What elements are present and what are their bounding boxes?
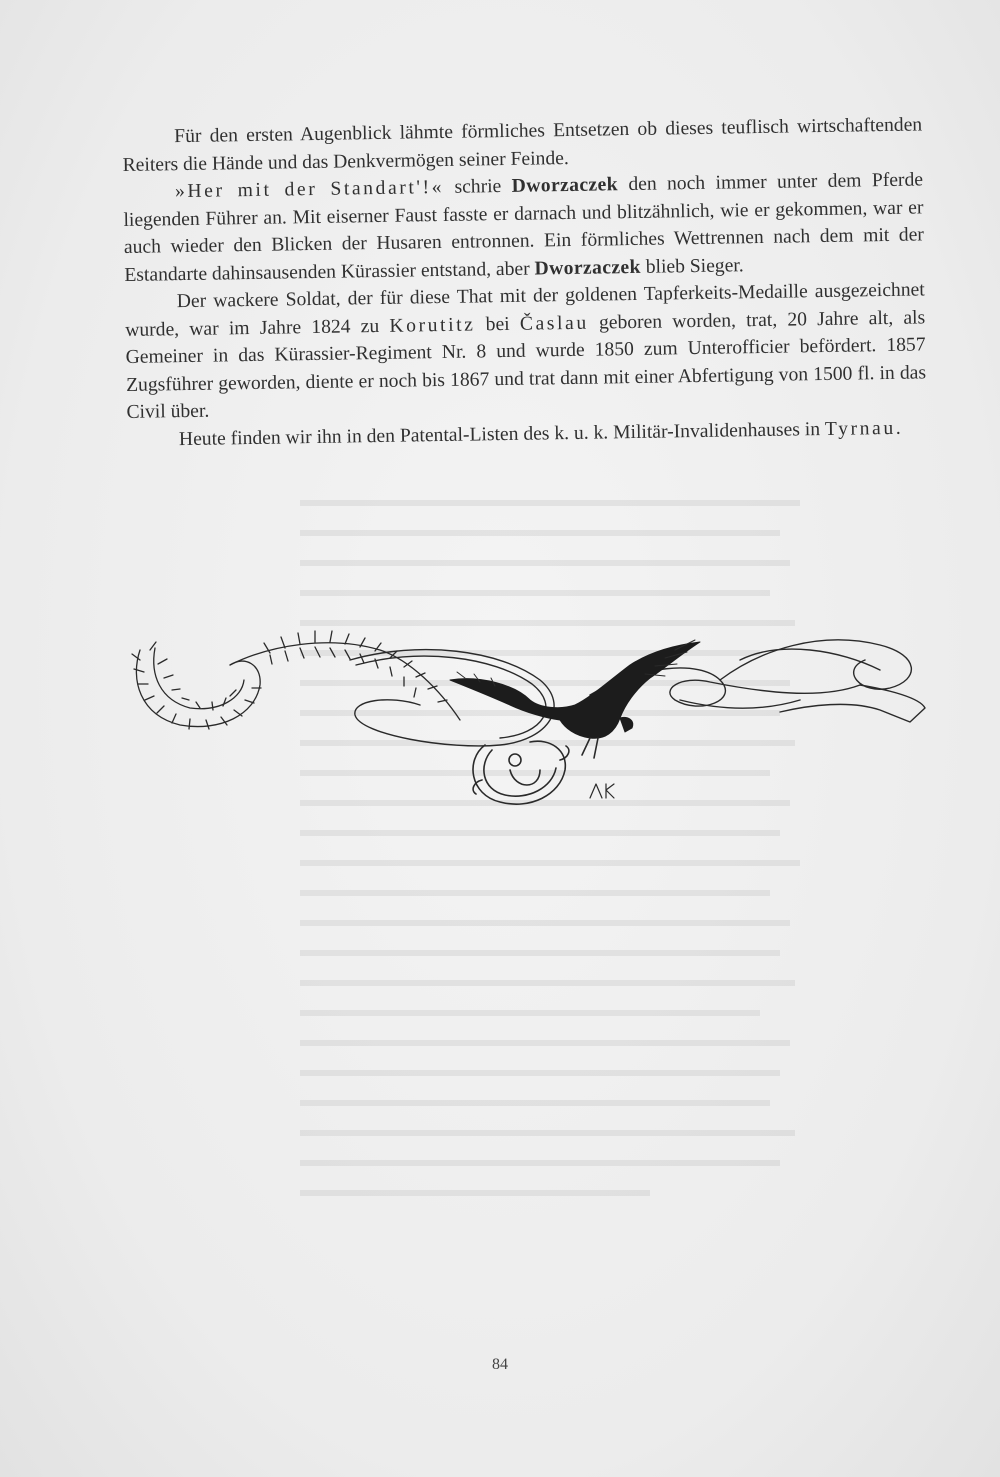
place-tyrnau: Tyrnau bbox=[824, 417, 896, 440]
show-through-bleed bbox=[300, 500, 800, 1260]
palm-branch-icon bbox=[132, 631, 460, 729]
scroll-wreath-icon bbox=[473, 741, 569, 804]
place-caslau: Časlau bbox=[519, 312, 589, 335]
artist-monogram-icon bbox=[590, 784, 614, 798]
paragraph-2-text-a: schrie bbox=[443, 175, 512, 198]
paragraph-4-text-b: . bbox=[895, 417, 901, 439]
eagle-icon bbox=[450, 640, 700, 758]
quote-standard: »Her mit der Standart'!« bbox=[174, 176, 445, 203]
place-korutitz: Korutitz bbox=[389, 313, 476, 337]
name-dworzaczek-2: Dworzaczek bbox=[534, 256, 642, 280]
paragraph-3-text-c: geboren worden, trat, 20 Jahre alt, als Gemeiner in das Kürassier-Regiment Nr. 8 und wurde 1850 zum Unterofficier befördert. 1857 Zugsführer geworden, diente er noch bis 1867 und trat dann mit einer Abfertigung von 1500 fl. in das Civil über. bbox=[125, 306, 927, 423]
paragraph-3-text-a: Der wackere Soldat, der für diese That mit der goldenen Tapferkeits-Medaille ausgezeichnet wurde, war im Jahre 1824 zu bbox=[125, 279, 925, 341]
body-text bbox=[122, 111, 927, 454]
name-dworzaczek: Dworzaczek bbox=[511, 174, 619, 197]
paragraph-4-text-a: Heute finden wir ihn in den Patental-Listen des k. u. k. Militär-Invalidenhauses in bbox=[178, 418, 826, 450]
paragraph-2 bbox=[123, 166, 925, 289]
page-number: 84 bbox=[492, 1356, 508, 1373]
paragraph-1-text: Für den ersten Augenblick lähmte förmliches Entsetzen ob dieses teuflisch wirtschaftenden Reiters die Hände und das Denkvermögen seiner Feinde. bbox=[122, 114, 923, 176]
paragraph-2-text-c: blieb Sieger. bbox=[640, 254, 744, 278]
ribbon-icon bbox=[350, 640, 925, 746]
paragraph-3 bbox=[125, 276, 927, 426]
eagle-vignette-icon bbox=[120, 620, 940, 830]
paragraph-3-text-b: bei bbox=[475, 313, 521, 335]
paragraph-2-text-b: den noch immer unter dem Pferde liegenden Führer an. Mit eiserner Faust fasste er darnach und blitzähnlich, wie er gekommen, war er auch wieder den Blicken der Husaren entronnen. Ein förmliches Wettrennen nach dem mit der Estandarte dahinsausenden Kürassier entstand, aber bbox=[123, 169, 925, 286]
